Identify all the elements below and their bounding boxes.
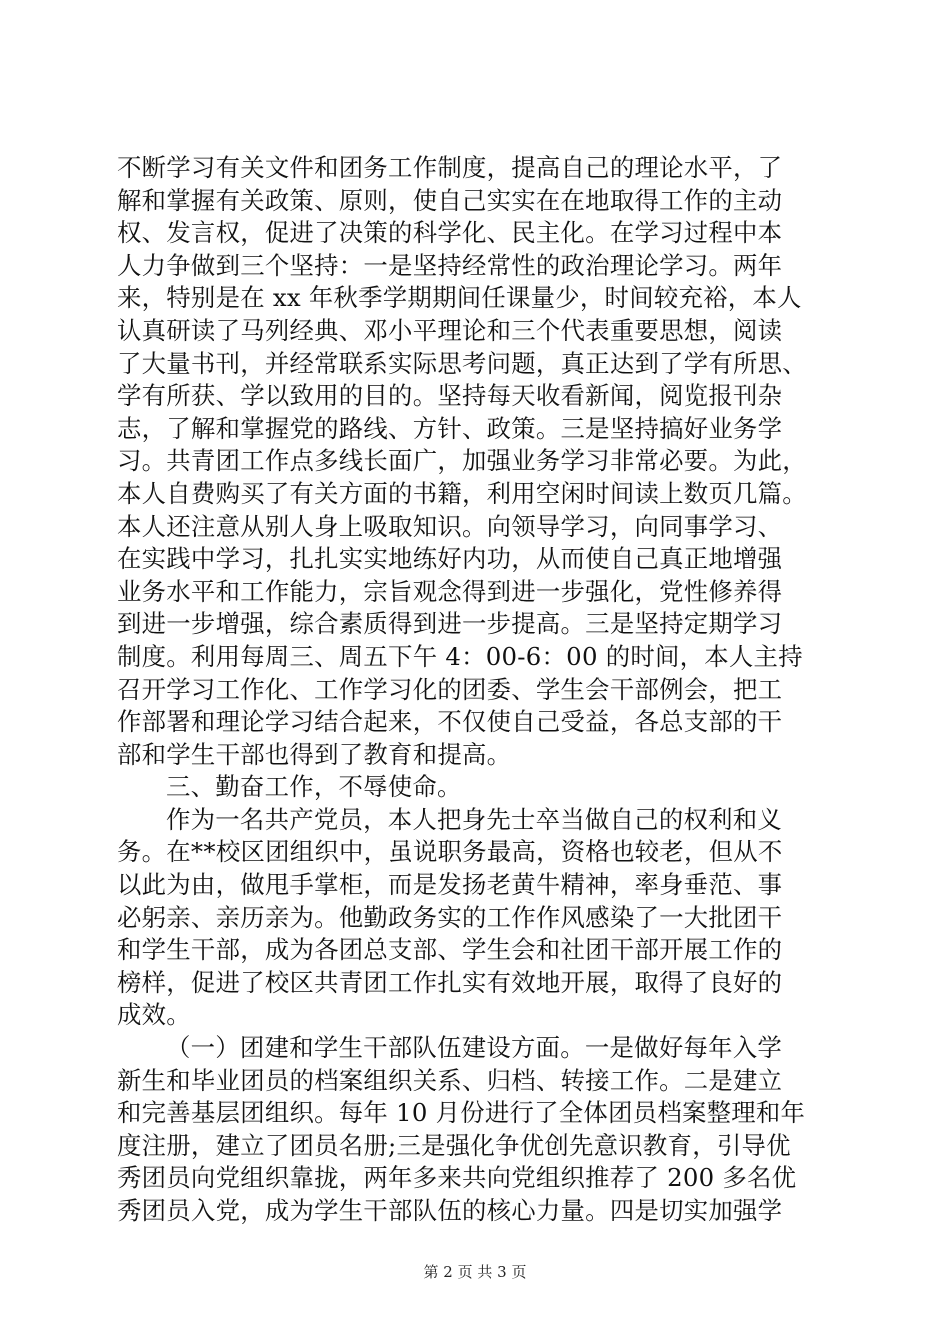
text-line: 作部署和理论学习结合起来，不仅使自己受益，各总支部的干 bbox=[117, 707, 783, 737]
text-line: 认真研读了马列经典、邓小平理论和三个代表重要思想，阅读 bbox=[117, 315, 783, 345]
text-line: 权、发言权，促进了决策的科学化、民主化。在学习过程中本 bbox=[117, 218, 783, 248]
text-line: 来，特别是在 xx 年秋季学期期间任课量少，时间较充裕，本人 bbox=[117, 283, 802, 313]
text-line: 部和学生干部也得到了教育和提高。 bbox=[117, 739, 512, 769]
text-line: 秀团员入党，成为学生干部队伍的核心力量。四是切实加强学 bbox=[117, 1196, 783, 1225]
text-line: 到进一步增强，综合素质得到进一步提高。三是坚持定期学习 bbox=[117, 609, 783, 639]
text-line: 了大量书刊，并经常联系实际思考问题，真正达到了学有所思、 bbox=[117, 348, 807, 378]
text-line: 本人自费购买了有关方面的书籍，利用空闲时间读上数页几篇。 bbox=[117, 478, 807, 508]
page-footer: 第 2 页 共 3 页 bbox=[423, 1263, 527, 1281]
text-line: 在实践中学习，扎扎实实地练好内功，从而使自己真正地增强 bbox=[117, 544, 783, 574]
text-line: 不断学习有关文件和团务工作制度，提高自己的理论水平，了 bbox=[117, 153, 783, 182]
document-body bbox=[117, 152, 833, 1228]
text-line: 本人还注意从别人身上吸取知识。向领导学习，向同事学习、 bbox=[117, 511, 783, 541]
text-line: 必躬亲、亲历亲为。他勤政务实的工作作风感染了一大批团干 bbox=[117, 902, 783, 932]
text-line: 作为一名共产党员，本人把身先士卒当做自己的权利和义 bbox=[166, 804, 783, 834]
text-line: 学有所获、学以致用的目的。坚持每天收看新闻，阅览报刊杂 bbox=[117, 381, 783, 411]
text-line: 召开学习工作化、工作学习化的团委、学生会干部例会，把工 bbox=[117, 674, 783, 704]
text-line: 秀团员向党组织靠拢，两年多来共向党组织推荐了 200 多名优 bbox=[117, 1163, 797, 1193]
text-line: 以此为由，做甩手掌柜，而是发扬老黄牛精神，率身垂范、事 bbox=[117, 870, 783, 900]
text-line: 和完善基层团组织。每年 10 月份进行了全体团员档案整理和年 bbox=[117, 1098, 806, 1128]
text-line: 人力争做到三个坚持：一是坚持经常性的政治理论学习。两年 bbox=[117, 250, 783, 280]
text-line: 志，了解和掌握党的路线、方针、政策。三是坚持搞好业务学 bbox=[117, 413, 783, 443]
text-line: 务。在**校区团组织中，虽说职务最高，资格也较老，但从不 bbox=[117, 837, 783, 867]
text-line: 新生和毕业团员的档案组织关系、归档、转接工作。二是建立 bbox=[117, 1065, 783, 1095]
text-line: 度注册，建立了团员名册;三是强化争优创先意识教育，引导优 bbox=[117, 1130, 791, 1160]
text-line: 习。共青团工作点多线长面广，加强业务学习非常必要。为此， bbox=[117, 446, 807, 476]
text-line: 业务水平和工作能力，宗旨观念得到进一步强化，党性修养得 bbox=[117, 576, 783, 606]
text-line: 和学生干部，成为各团总支部、学生会和社团干部开展工作的 bbox=[117, 935, 783, 965]
text-line: 三、勤奋工作，不辱使命。 bbox=[166, 772, 462, 802]
text-line: 榜样，促进了校区共青团工作扎实有效地开展，取得了良好的 bbox=[117, 967, 783, 997]
text-line: 制度。利用每周三、周五下午 4：00-6：00 的时间，本人主持 bbox=[117, 641, 803, 671]
text-line: 解和掌握有关政策、原则，使自己实实在在地取得工作的主动 bbox=[117, 185, 783, 215]
text-line: 成效。 bbox=[117, 1000, 191, 1030]
text-line: （一）团建和学生干部队伍建设方面。一是做好每年入学 bbox=[166, 1033, 783, 1063]
